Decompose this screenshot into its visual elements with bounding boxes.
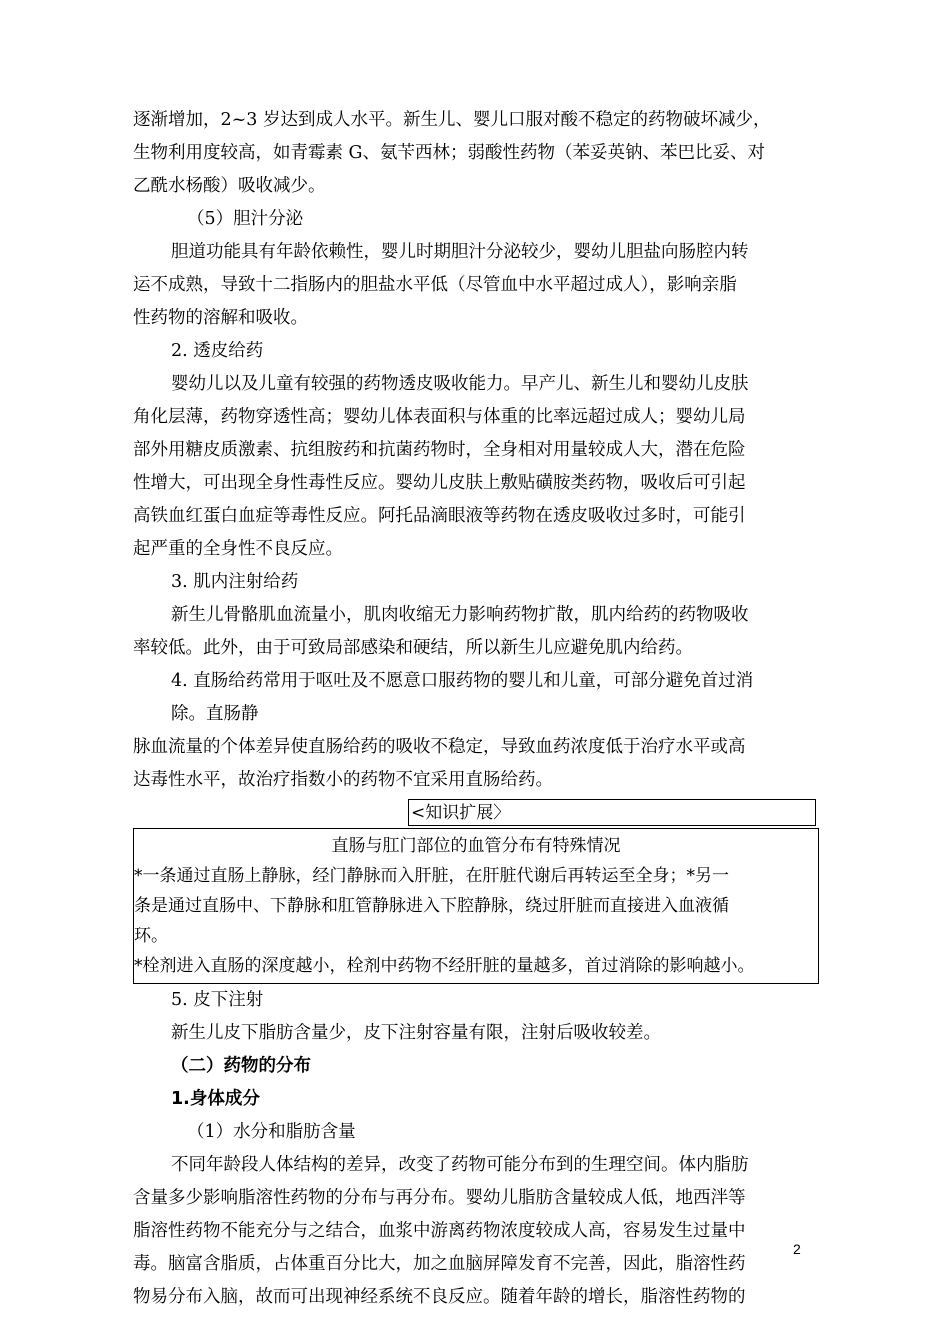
text-line: 胆道功能具有年龄依赖性，婴儿时期胆汁分泌较少，婴幼儿胆盐向肠腔内转 (171, 242, 749, 262)
text-line: 不同年龄段人体结构的差异，改变了药物可能分布到的生理空间。体内脂肪 (171, 1155, 749, 1175)
text-line: 2. 透皮给药 (171, 341, 264, 361)
text-line: 含量多少影响脂溶性药物的分布与再分布。婴幼儿脂肪含量较成人低，地西泮等 (133, 1188, 746, 1208)
text-line: 乙酰水杨酸）吸收减少。 (133, 176, 326, 196)
knowledge-box-line: *一条通过直肠上静脉，经门静脉而入肝脏，在肝脏代谢后再转运至全身；*另一 (134, 866, 729, 886)
text-line: 1.身体成分 (171, 1089, 260, 1109)
page-content (133, 104, 823, 1314)
text-line: 物易分布入脑，故而可出现神经系统不良反应。随着年龄的增长，脂溶性药物的 (133, 1287, 746, 1307)
knowledge-box-line: *栓剂进入直肠的深度越小，栓剂中药物不经肝脏的量越多，首过消除的影响越小。 (134, 956, 755, 976)
bottom-paragraphs (133, 984, 823, 1314)
text-line: 脂溶性药物不能充分与之结合，血浆中游离药物浓度较成人高，容易发生过量中 (133, 1221, 746, 1241)
text-line: 性药物的溶解和吸收。 (133, 308, 308, 328)
text-line: 部外用糖皮质激素、抗组胺药和抗菌药物时，全身相对用量较成人大，潜在危险 (133, 440, 746, 460)
text-line: 新生儿骨骼肌血流量小，肌肉收缩无力影响药物扩散，肌内给药的药物吸收 (171, 605, 749, 625)
text-line: 逐渐增加，2~3 岁达到成人水平。新生儿、婴儿口服对酸不稳定的药物破坏减少， (133, 110, 771, 130)
text-line: 3. 肌内注射给药 (171, 572, 299, 592)
text-line: 达毒性水平，故治疗指数小的药物不宜采用直肠给药。 (133, 770, 553, 790)
knowledge-box-header: <知识扩展〉 (408, 799, 816, 826)
knowledge-box-line: 环。 (134, 926, 168, 946)
text-line: 脉血流量的个体差异使直肠给药的吸收不稳定，导致血药浓度低于治疗水平或高 (133, 737, 746, 757)
text-line: 性增大，可出现全身性毒性反应。婴幼儿皮肤上敷贴磺胺类药物，吸收后可引起 (133, 473, 746, 493)
text-line: 除。直肠静 (171, 704, 259, 724)
knowledge-box-line: 条是通过直肠中、下静脉和肛管静脉进入下腔静脉，绕过肝脏而直接进入血液循 (134, 896, 729, 916)
text-line: 起严重的全身性不良反应。 (133, 539, 343, 559)
text-line: 高铁血红蛋白血症等毒性反应。阿托品滴眼液等药物在透皮吸收过多时，可能引 (133, 506, 746, 526)
text-line: （1）水分和脂肪含量 (187, 1122, 356, 1142)
text-line: 运不成熟，导致十二指肠内的胆盐水平低（尽管血中水平超过成人），影响亲脂 (133, 275, 737, 295)
top-paragraphs (133, 104, 823, 797)
text-line: 毒。脑富含脂质，占体重百分比大，加之血脑屏障发育不完善，因此，脂溶性药 (133, 1254, 746, 1274)
text-line: 新生儿皮下脂肪含量少，皮下注射容量有限，注射后吸收较差。 (171, 1023, 661, 1043)
text-line: （二）药物的分布 (171, 1056, 311, 1076)
text-line: 婴幼儿以及儿童有较强的药物透皮吸收能力。早产儿、新生儿和婴幼儿皮肤 (171, 374, 749, 394)
text-line: 5. 皮下注射 (171, 990, 264, 1010)
text-line: 生物利用度较高，如青霉素 G、氨苄西林；弱酸性药物（苯妥英钠、苯巴比妥、对 (133, 143, 766, 163)
knowledge-box-title: 直肠与肛门部位的血管分布有特殊情况 (331, 836, 621, 856)
text-line: （5）胆汁分泌 (187, 209, 304, 229)
page-number: 2 (793, 1241, 801, 1257)
knowledge-box (133, 828, 819, 984)
text-line: 4. 直肠给药常用于呕吐及不愿意口服药物的婴儿和儿童，可部分避免首过消 (171, 671, 754, 691)
text-line: 角化层薄，药物穿透性高；婴幼儿体表面积与体重的比率远超过成人；婴幼儿局 (133, 407, 746, 427)
text-line: 率较低。此外，由于可致局部感染和硬结，所以新生儿应避免肌内给药。 (133, 638, 693, 658)
